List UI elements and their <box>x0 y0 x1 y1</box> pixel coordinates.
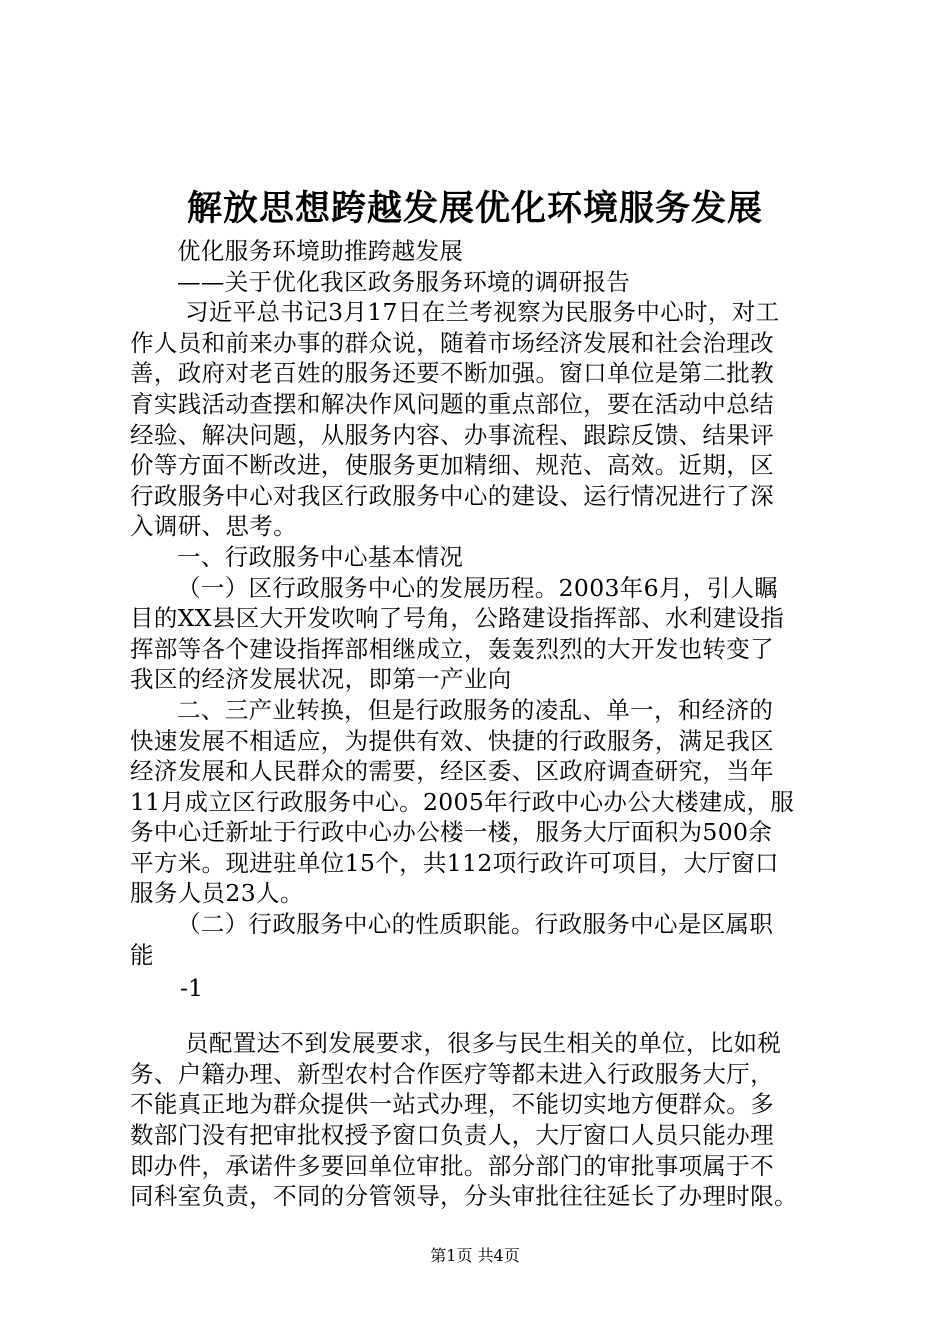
paragraph-line: 入调研、思考。 <box>130 512 297 541</box>
paragraph-line: 行政服务中心对我区行政服务中心的建设、运行情况进行了深 <box>130 481 774 510</box>
paragraph-line: 作人员和前来办事的群众说，随着市场经济发展和社会治理改 <box>130 328 774 357</box>
paragraph-line: 挥部等各个建设指挥部相继成立，轰轰烈烈的大开发也转变了 <box>130 634 774 663</box>
paragraph-line: 务、户籍办理、新型农村合作医疗等都未进入行政服务大厅， <box>130 1059 774 1088</box>
paragraph-line: 能 <box>130 940 154 969</box>
section-heading: 一、行政服务中心基本情况 <box>177 542 464 571</box>
paragraph-line: 即办件，承诺件多要回单位审批。部分部门的审批事项属于不 <box>130 1151 774 1180</box>
paragraph-line: 育实践活动查摆和解决作风问题的重点部位，要在活动中总结 <box>130 389 774 418</box>
paragraph-line: 善，政府对老百姓的服务还要不断加强。窗口单位是第二批教 <box>130 359 774 388</box>
document-body <box>130 236 840 1212</box>
paragraph-line: 快速发展不相适应，为提供有效、快捷的行政服务，满足我区 <box>130 726 774 755</box>
paragraph-line: 二、三产业转换，但是行政服务的凌乱、单一，和经济的 <box>177 695 774 724</box>
page-footer: 第1页 共4页 <box>430 1246 520 1265</box>
page-marker: -1 <box>180 974 203 1003</box>
paragraph-line: 服务人员23人。 <box>130 879 304 908</box>
document-title: 解放思想跨越发展优化环境服务发展 <box>186 188 763 229</box>
subtitle-report: ——关于优化我区政务服务环境的调研报告 <box>177 267 631 296</box>
paragraph-line: 我区的经济发展状况，即第一产业向 <box>130 665 512 694</box>
paragraph-line: 经验、解决问题，从服务内容、办事流程、跟踪反馈、结果评 <box>130 420 774 449</box>
paragraph-line: 员配置达不到发展要求，很多与民生相关的单位，比如税 <box>185 1029 782 1058</box>
paragraph-line: 平方米。现进驻单位15个，共112项行政许可项目，大厅窗口 <box>130 848 779 877</box>
paragraph-line: （二）行政服务中心的性质职能。行政服务中心是区属职 <box>177 910 774 939</box>
paragraph-line: 数部门没有把审批权授予窗口负责人，大厅窗口人员只能办理 <box>130 1121 774 1150</box>
paragraph-line: 不能真正地为群众提供一站式办理，不能切实地方便群众。多 <box>130 1090 774 1119</box>
paragraph-line: 同科室负责，不同的分管领导，分头审批往往延长了办理时限。 <box>130 1182 798 1211</box>
paragraph-line: 价等方面不断改进，使服务更加精细、规范、高效。近期，区 <box>130 451 774 480</box>
paragraph-line: 习近平总书记3月17日在兰考视察为民服务中心时，对工 <box>185 298 780 327</box>
paragraph-line: 11月成立区行政服务中心。2005年行政中心办公大楼建成，服 <box>130 787 795 816</box>
paragraph-line: （一）区行政服务中心的发展历程。2003年6月，引人瞩 <box>177 573 779 602</box>
subtitle: 优化服务环境助推跨越发展 <box>177 237 464 265</box>
paragraph-line: 经济发展和人民群众的需要，经区委、区政府调查研究，当年 <box>130 757 774 786</box>
paragraph-line: 目的XX县区大开发吹响了号角，公路建设指挥部、水利建设指 <box>130 604 785 633</box>
paragraph-line: 务中心迁新址于行政中心办公楼一楼，服务大厅面积为500余 <box>130 818 773 847</box>
